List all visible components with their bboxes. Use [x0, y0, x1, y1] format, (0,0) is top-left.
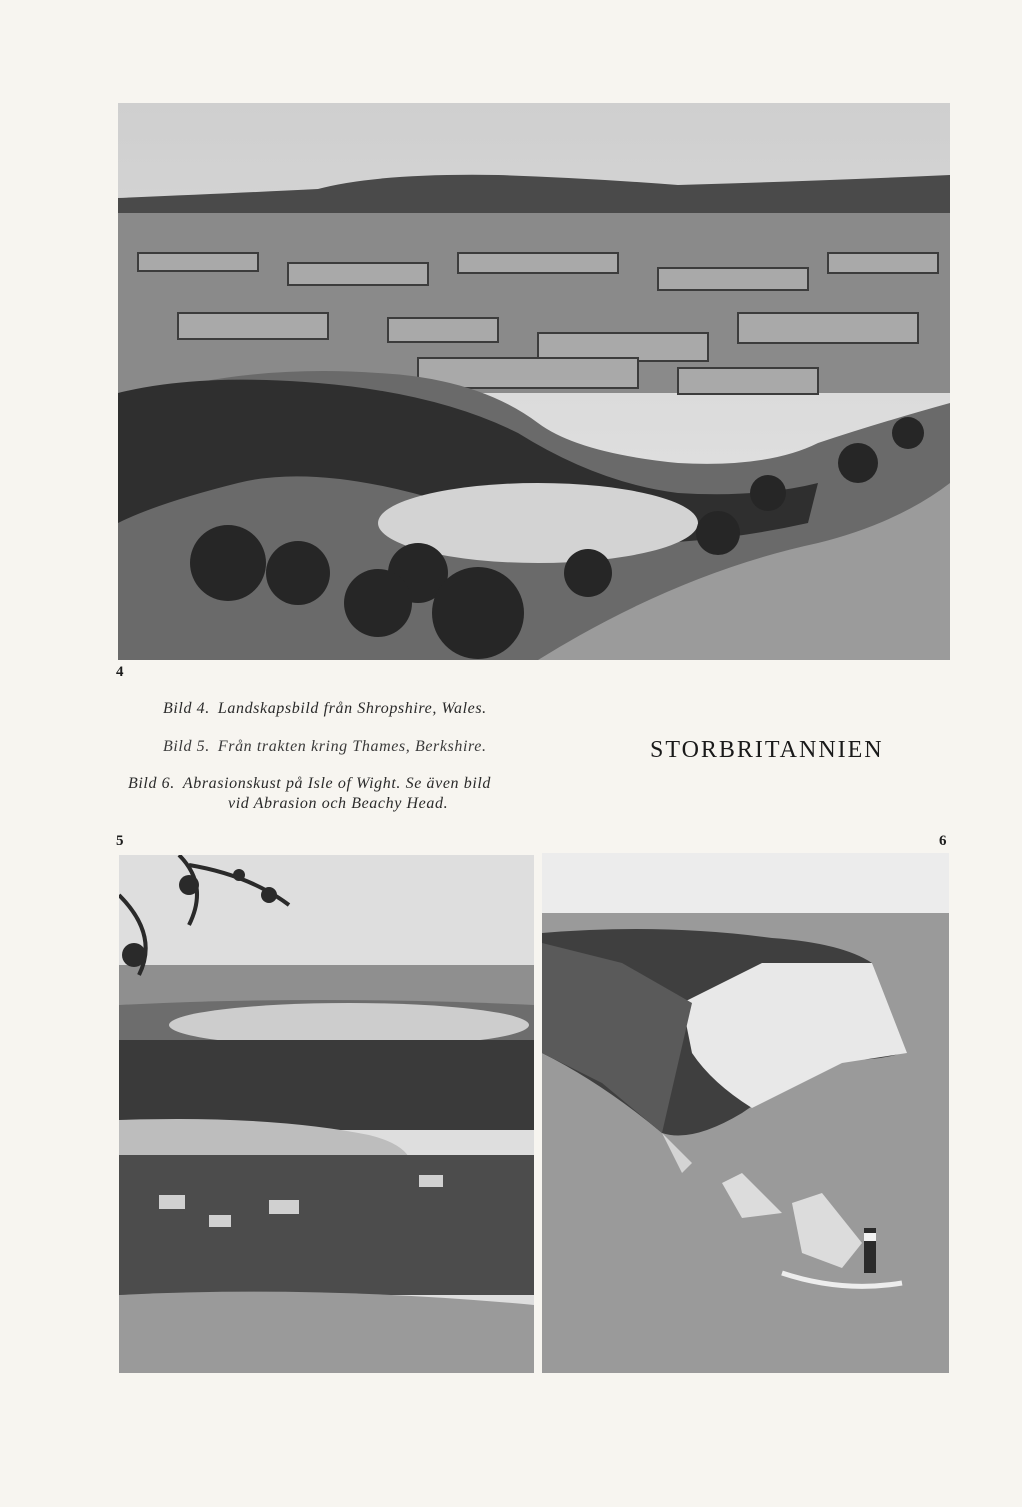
plate-number-6: 6 — [939, 833, 947, 849]
landscape-illustration — [118, 103, 950, 660]
plate-number-4: 4 — [116, 664, 124, 680]
coastline-illustration — [542, 853, 949, 1373]
caption-5-label: Bild 5. — [163, 738, 210, 755]
photo-shropshire-landscape — [118, 103, 950, 660]
photo-isle-of-wight-cliffs — [542, 853, 949, 1373]
caption-plate-6 — [128, 775, 491, 793]
plate-number-5: 5 — [116, 833, 124, 849]
photo-thames-berkshire — [119, 855, 534, 1373]
caption-6-text: Abrasionskust på Isle of Wight. Se även bild — [182, 775, 492, 792]
river-valley-illustration — [119, 855, 534, 1373]
caption-5-text: Från trakten kring Thames, Berkshire. — [217, 738, 487, 755]
caption-plate-5 — [163, 738, 487, 756]
caption-4-label: Bild 4. — [163, 700, 210, 717]
caption-plate-4 — [163, 700, 487, 718]
country-heading: STORBRITANNIEN — [650, 737, 884, 763]
caption-6-label: Bild 6. — [128, 775, 175, 792]
caption-plate-6-continuation: vid Abrasion och Beachy Head. — [228, 795, 449, 812]
caption-4-text: Landskapsbild från Shropshire, Wales. — [217, 700, 487, 717]
